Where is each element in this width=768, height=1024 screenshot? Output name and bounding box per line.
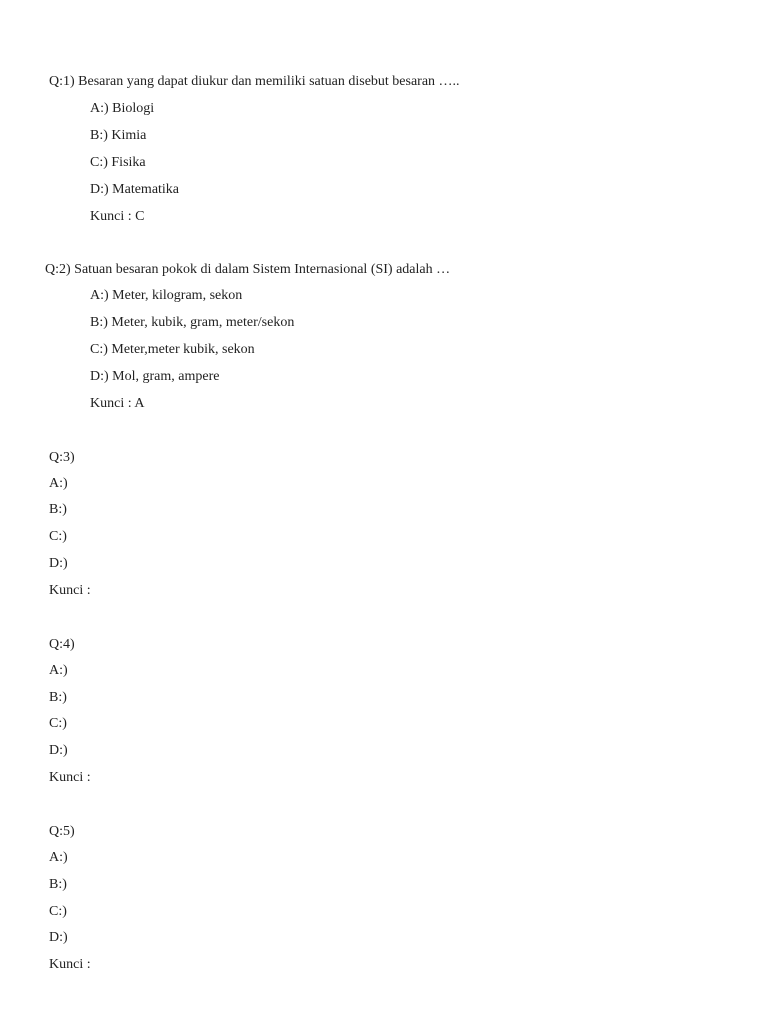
option-b: B:) — [49, 502, 67, 517]
question-text: Q:1) Besaran yang dapat diukur dan memiliki satuan disebut besaran ….. — [49, 74, 460, 89]
option-d: D:) — [49, 556, 68, 571]
question-text: Q:3) — [49, 450, 75, 465]
option-d: D:) Mol, gram, ampere — [90, 369, 220, 384]
answer-key: Kunci : — [49, 583, 91, 598]
option-b: B:) — [49, 690, 67, 705]
answer-key: Kunci : — [49, 957, 91, 972]
question-text: Q:5) — [49, 824, 75, 839]
option-a: A:) Meter, kilogram, sekon — [90, 288, 243, 303]
option-b: B:) Meter, kubik, gram, meter/sekon — [90, 315, 295, 330]
option-c: C:) Meter,meter kubik, sekon — [90, 342, 255, 357]
question-text: Q:2) Satuan besaran pokok di dalam Sistem Internasional (SI) adalah … — [45, 262, 451, 277]
option-c: C:) Fisika — [90, 155, 146, 170]
option-c: C:) — [49, 716, 67, 731]
option-d: D:) — [49, 743, 68, 758]
option-a: A:) Biologi — [90, 101, 155, 116]
option-a: A:) — [49, 476, 68, 491]
option-d: D:) Matematika — [90, 182, 180, 197]
option-b: B:) — [49, 877, 67, 892]
option-b: B:) Kimia — [90, 128, 147, 143]
option-d: D:) — [49, 930, 68, 945]
option-a: A:) — [49, 663, 68, 678]
answer-key: Kunci : — [49, 770, 91, 785]
option-c: C:) — [49, 904, 67, 919]
option-c: C:) — [49, 529, 67, 544]
answer-key: Kunci : A — [90, 396, 145, 411]
question-text: Q:4) — [49, 637, 75, 652]
option-a: A:) — [49, 850, 68, 865]
answer-key: Kunci : C — [90, 209, 145, 224]
